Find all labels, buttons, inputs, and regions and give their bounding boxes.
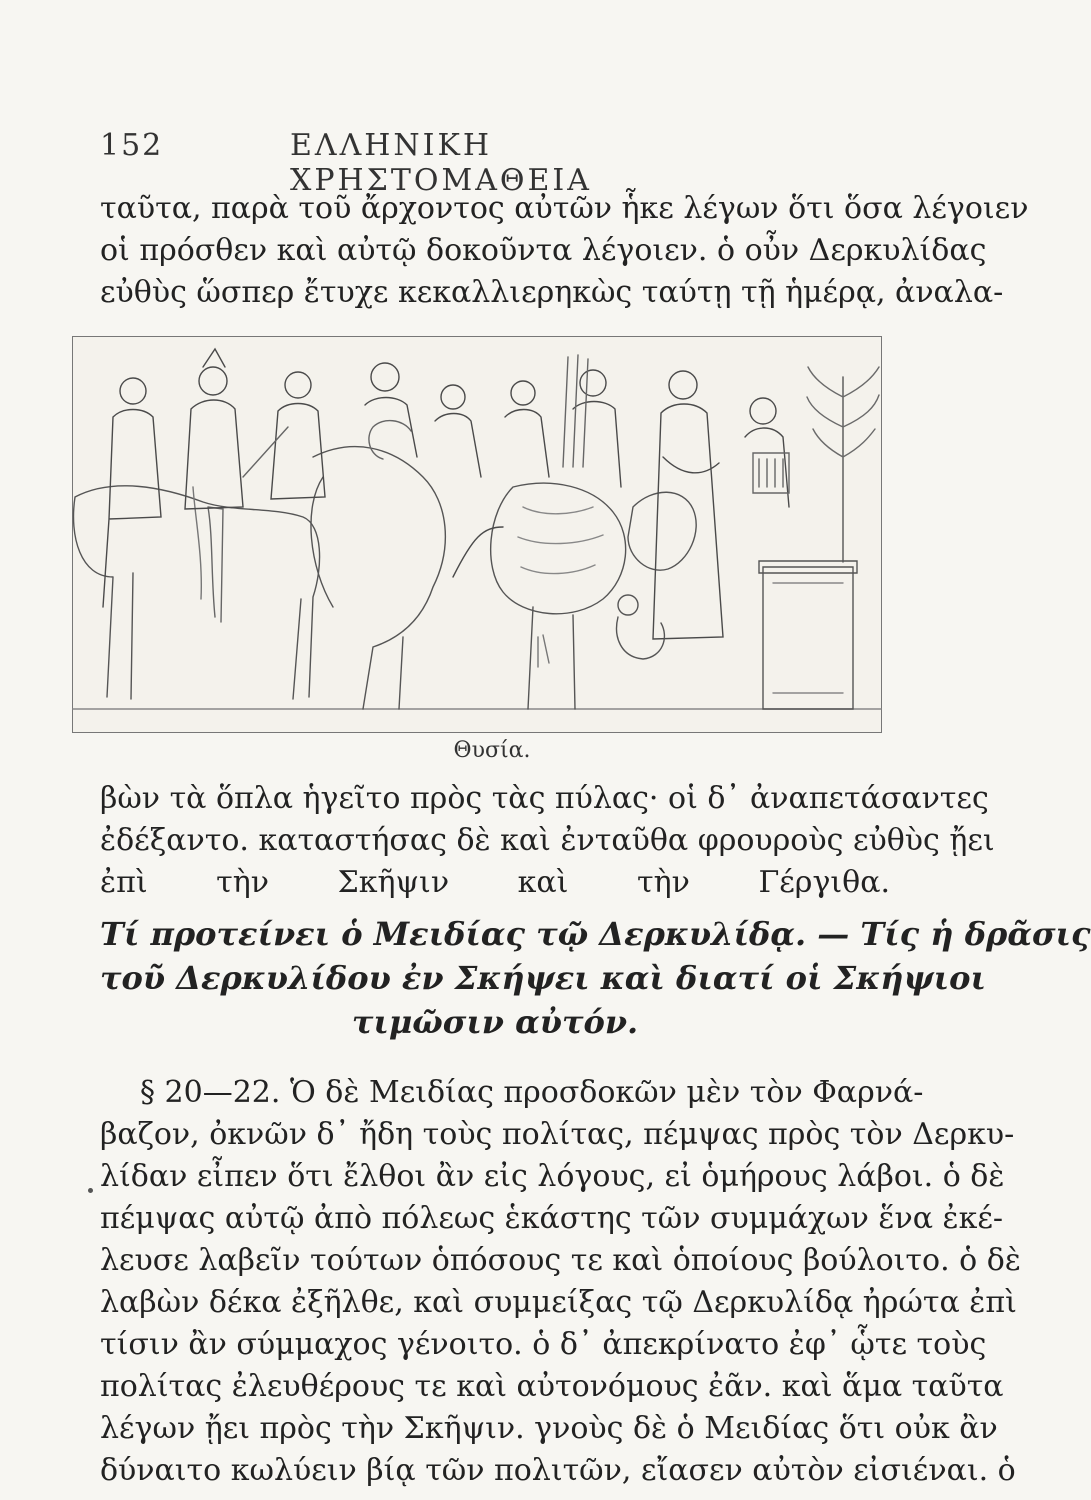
sacrifice-relief-illustration bbox=[72, 336, 882, 733]
text-line: πέμψας αὐτῷ ἀπὸ πόλεως ἑκάστης τῶν συμμάχων ἕνα ἐκέ- bbox=[100, 1201, 1004, 1236]
text-line: ἐπὶ τὴν Σκῆψιν καὶ τὴν Γέργιθα. bbox=[100, 865, 890, 900]
text-line: πολίτας ἐλευθέρους τε καὶ αὐτονόμους ἐᾶν. καὶ ἅμα ταῦτα bbox=[100, 1369, 1004, 1404]
text-line: βαζον, ὀκνῶν δ᾽ ἤδη τοὺς πολίτας, πέμψας πρὸς τὸν Δερκυ- bbox=[100, 1117, 1015, 1152]
heading-line: τιμῶσιν αὐτόν. bbox=[351, 1003, 639, 1041]
page-number: 152 bbox=[100, 128, 164, 163]
text-line: λαβὼν δέκα ἐξῆλθε, καὶ συμμείξας τῷ Δερκυλίδᾳ ἠρώτα ἐπὶ bbox=[100, 1285, 1017, 1320]
text-line: ταῦτα, παρὰ τοῦ ἄρχοντος αὐτῶν ἧκε λέγων ὅτι ὅσα λέγοιεν bbox=[100, 191, 1029, 226]
text-line: λίδαν εἶπεν ὅτι ἔλθοι ἂν εἰς λόγους, εἰ ὁμήρους λάβοι. ὁ δὲ bbox=[100, 1159, 1005, 1194]
paragraph-top bbox=[100, 188, 1029, 314]
paragraph-mid bbox=[100, 778, 995, 904]
figure-caption: Θυσία. bbox=[453, 738, 531, 763]
margin-dot bbox=[88, 1188, 93, 1193]
text-line: εὐθὺς ὥσπερ ἔτυχε κεκαλλιερηκὼς ταύτῃ τῇ ἡμέρᾳ, ἀναλα- bbox=[100, 275, 1004, 310]
text-line: ἐδέξαντο. καταστήσας δὲ καὶ ἐνταῦθα φρουροὺς εὐθὺς ᾔει bbox=[100, 823, 995, 858]
text-line: βὼν τὰ ὅπλα ἡγεῖτο πρὸς τὰς πύλας· οἱ δ᾽ ἀναπετάσαντες bbox=[100, 781, 989, 816]
heading-line: τοῦ Δερκυλίδου ἐν Σκήψει καὶ διατί οἱ Σκήψιοι bbox=[100, 959, 986, 997]
text-line: δύναιτο κωλύειν βίᾳ τῶν πολιτῶν, εἴασεν αὐτὸν εἰσιέναι. ὁ bbox=[100, 1453, 1016, 1488]
text-line: λευσε λαβεῖν τούτων ὁπόσους τε καὶ ὁποίους βούλοιτο. ὁ δὲ bbox=[100, 1243, 1021, 1278]
text-line: λέγων ᾔει πρὸς τὴν Σκῆψιν. γνοὺς δὲ ὁ Μειδίας ὅτι οὐκ ἂν bbox=[100, 1411, 998, 1446]
running-title: ΕΛΛΗΝΙΚΗ ΧΡΗΣΤΟΜΑΘΕΙΑ bbox=[290, 128, 592, 198]
text-line: τίσιν ἂν σύμμαχος γένοιτο. ὁ δ᾽ ἀπεκρίνατο ἐφ᾽ ᾧτε τοὺς bbox=[100, 1327, 987, 1362]
paragraph-bottom bbox=[100, 1072, 1021, 1492]
text-line: οἱ πρόσθεν καὶ αὐτῷ δοκοῦντα λέγοιεν. ὁ οὖν Δερκυλίδας bbox=[100, 233, 987, 268]
text-line: § 20—22. Ὁ δὲ Μειδίας προσδοκῶν μὲν τὸν Φαρνά- bbox=[140, 1075, 924, 1110]
section-heading bbox=[100, 912, 1091, 1044]
heading-line: Τί προτείνει ὁ Μειδίας τῷ Δερκυλίδᾳ. — Τίς ἡ δρᾶσις bbox=[100, 915, 1091, 953]
